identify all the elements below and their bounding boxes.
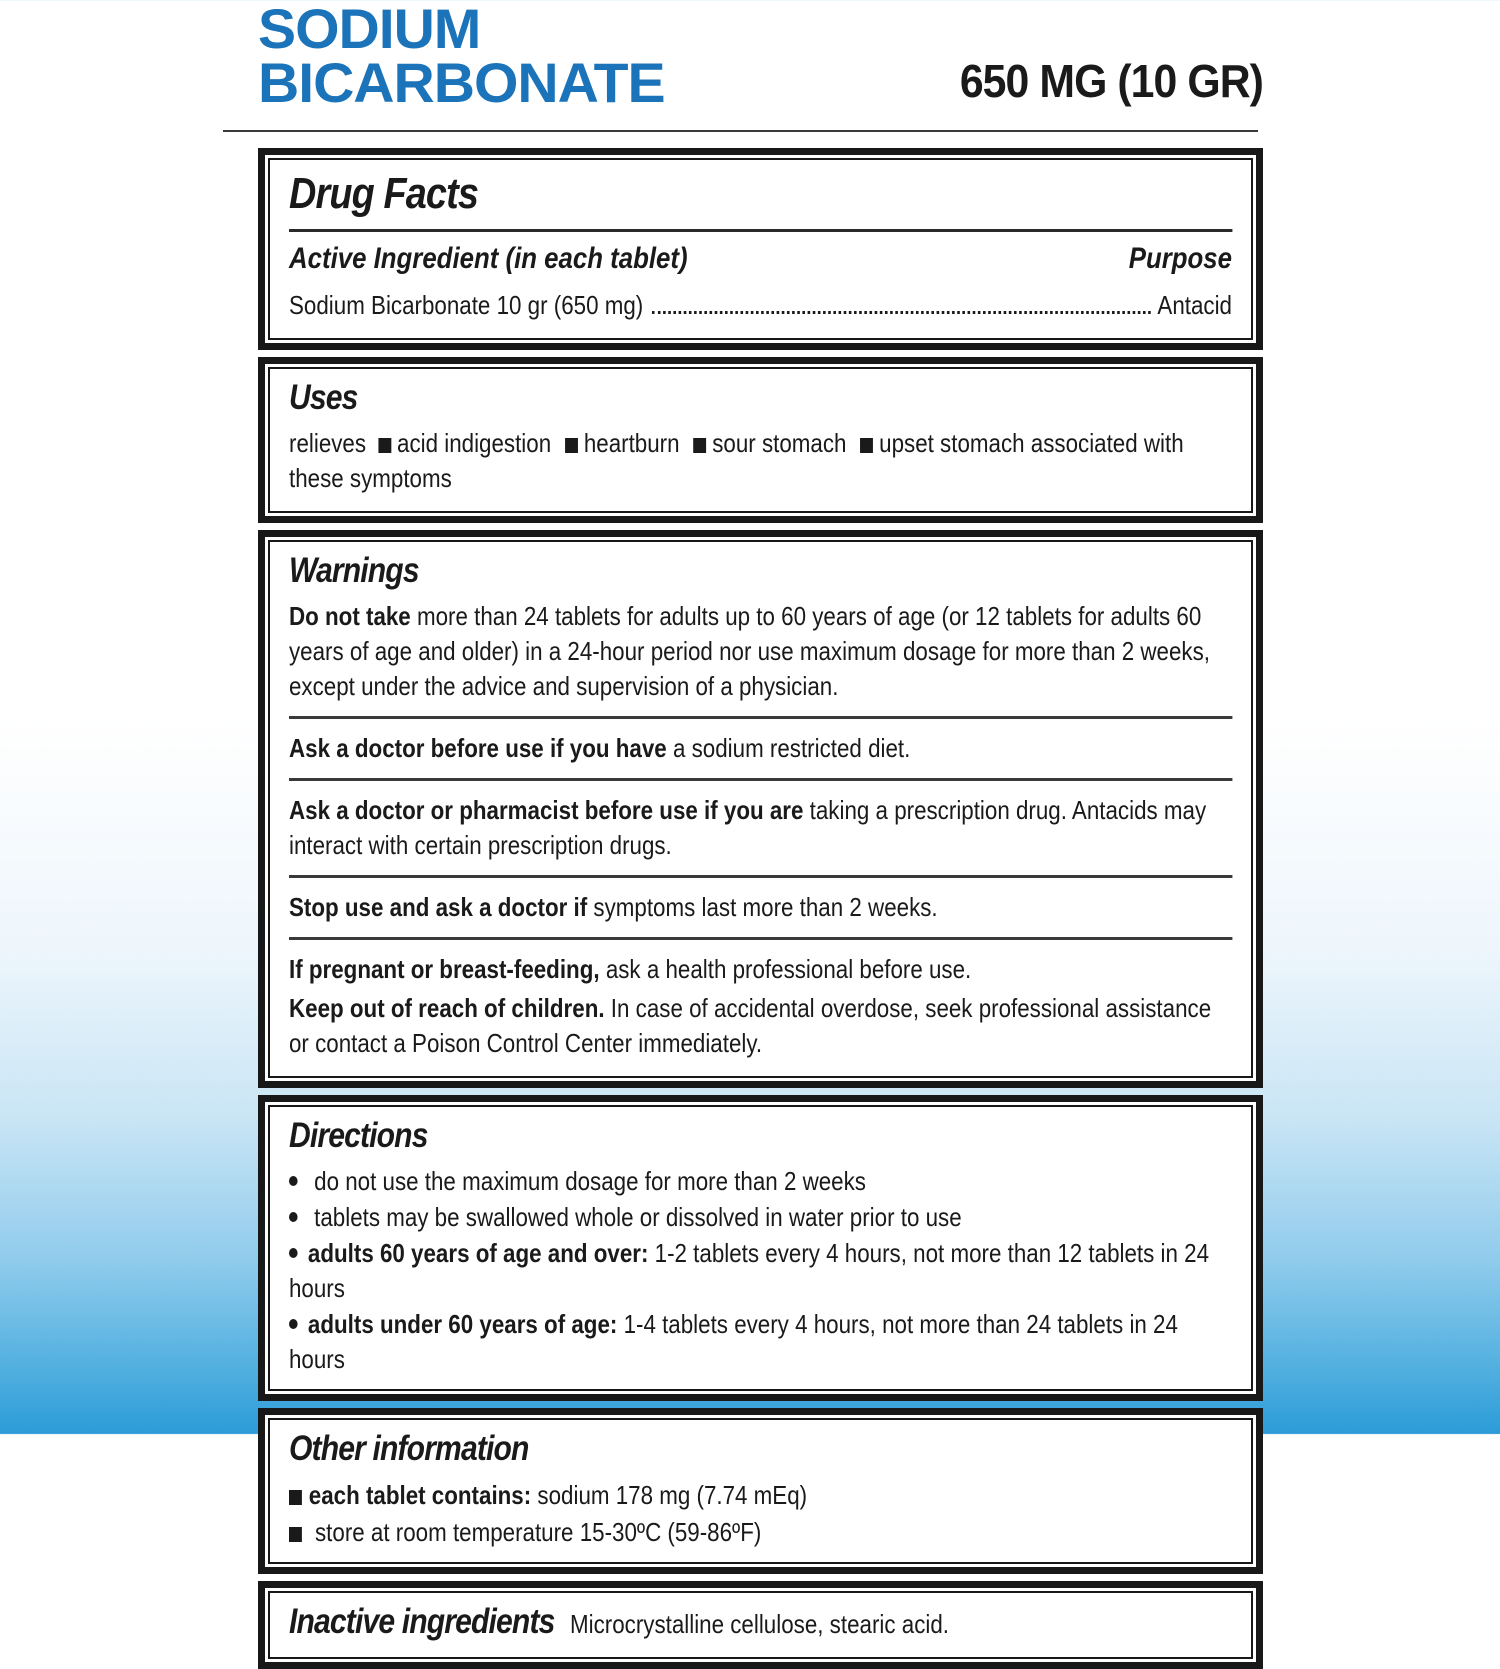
warning-text: ask a health professional before use. — [605, 954, 972, 984]
drug-facts-label — [258, 148, 1263, 1669]
brand-name — [258, 0, 665, 114]
active-ingredient-header-row — [289, 242, 1232, 276]
uses-box — [258, 357, 1263, 523]
directions-list — [289, 1164, 1232, 1377]
brand-line-2: BICARBONATE — [258, 51, 665, 114]
inactive-ingredients-heading: Inactive ingredients — [289, 1602, 555, 1641]
warning-paragraph — [289, 793, 1232, 863]
warning-paragraph — [289, 599, 1232, 704]
warning-bold: Do not take — [289, 601, 411, 631]
warnings-heading: Warnings — [289, 551, 419, 590]
square-bullet-icon — [289, 1527, 302, 1542]
warning-paragraph — [289, 731, 1232, 766]
warning-text: symptoms last more than 2 weeks. — [593, 892, 938, 922]
strength-text: 650 MG (10 GR) — [959, 55, 1263, 107]
other-info-text: store at room temperature 15-30ºC (59-86ºF) — [315, 1517, 762, 1547]
warning-paragraph — [289, 952, 1232, 987]
direction-bold: adults 60 years of age and over: — [307, 1238, 649, 1268]
square-bullet-icon — [378, 438, 391, 453]
warning-text: a sodium restricted diet. — [672, 733, 911, 763]
direction-item — [289, 1236, 1232, 1306]
warning-bold: Keep out of reach of children. — [289, 993, 605, 1023]
direction-text: tablets may be swallowed whole or dissolved in water prior to use — [314, 1202, 962, 1232]
warning-separator — [289, 875, 1232, 878]
direction-text: do not use the maximum dosage for more than 2 weeks — [314, 1166, 866, 1196]
warning-text: more than 24 tablets for adults up to 60 years of age (or 12 tablets for adults 60 years of age and older) in a 24-hour period nor use maximum dosage for more than 2 weeks, except under the advice and supervision of a physician. — [289, 601, 1210, 701]
direction-item — [289, 1164, 1232, 1199]
uses-line — [289, 426, 1232, 496]
warning-separator — [289, 778, 1232, 781]
warning-paragraph — [289, 991, 1232, 1061]
round-bullet-icon — [289, 1319, 298, 1329]
purpose-heading: Purpose — [1128, 242, 1233, 275]
inactive-ingredients-text: Microcrystalline cellulose, stearic acid. — [569, 1609, 949, 1639]
drug-facts-header-box — [258, 148, 1263, 350]
active-ingredient-heading: Active Ingredient (in each tablet) — [289, 242, 688, 275]
brand-line-1: SODIUM — [258, 0, 481, 60]
warning-separator — [289, 716, 1232, 719]
warning-bold: Ask a doctor before use if you have — [289, 733, 667, 763]
masthead — [258, 0, 1263, 114]
directions-box — [258, 1095, 1263, 1401]
warning-text: taking a prescription drug. Antacids may interact with certain prescription drugs. — [289, 795, 1207, 860]
active-ingredient-purpose: Antacid — [1157, 290, 1233, 320]
drug-facts-title: Drug Facts — [289, 169, 479, 218]
warning-separator — [289, 937, 1232, 940]
warning-bold: Ask a doctor or pharmacist before use if you are — [289, 795, 804, 825]
other-information-heading: Other information — [289, 1429, 529, 1468]
directions-heading: Directions — [289, 1116, 428, 1155]
round-bullet-icon — [289, 1212, 298, 1222]
inactive-ingredients-box — [258, 1581, 1263, 1669]
warning-text: In case of accidental overdose, seek professional assistance or contact a Poison Control Center immediately. — [289, 993, 1212, 1058]
square-bullet-icon — [289, 1490, 302, 1505]
use-item: sour stomach — [712, 428, 847, 458]
direction-bold: adults under 60 years of age: — [307, 1309, 618, 1339]
direction-item — [289, 1307, 1232, 1377]
direction-text: 1-2 tablets every 4 hours, not more than 12 tablets in 24 hours — [289, 1238, 1210, 1303]
round-bullet-icon — [289, 1176, 298, 1186]
square-bullet-icon — [860, 438, 873, 453]
product-label-page — [258, 0, 1263, 1669]
use-item: heartburn — [583, 428, 680, 458]
square-bullet-icon — [693, 438, 706, 453]
warning-paragraph — [289, 890, 1232, 925]
direction-item — [289, 1200, 1232, 1235]
warning-bold: Stop use and ask a doctor if — [289, 892, 588, 922]
round-bullet-icon — [289, 1248, 298, 1258]
inactive-ingredients-row — [289, 1602, 1232, 1642]
uses-lead: relieves — [289, 428, 367, 458]
other-information-item — [289, 1514, 1232, 1551]
active-ingredient-name: Sodium Bicarbonate 10 gr (650 mg) — [289, 290, 644, 320]
square-bullet-icon — [565, 438, 578, 453]
active-ingredient-row — [289, 290, 1232, 321]
use-item: acid indigestion — [397, 428, 552, 458]
other-info-bold: each tablet contains: — [308, 1480, 532, 1510]
dotted-leader — [652, 311, 1151, 314]
use-item: upset stomach associated with these symptoms — [289, 428, 1184, 493]
other-information-box — [258, 1408, 1263, 1574]
uses-heading: Uses — [289, 378, 358, 417]
warning-bold: If pregnant or breast-feeding, — [289, 954, 600, 984]
other-info-text: sodium 178 mg (7.74 mEq) — [537, 1480, 808, 1510]
direction-text: 1-4 tablets every 4 hours, not more than 24 tablets in 24 hours — [289, 1309, 1178, 1374]
warnings-box — [258, 530, 1263, 1088]
title-divider — [289, 229, 1232, 232]
other-information-item — [289, 1477, 1232, 1514]
masthead-divider — [223, 130, 1258, 132]
